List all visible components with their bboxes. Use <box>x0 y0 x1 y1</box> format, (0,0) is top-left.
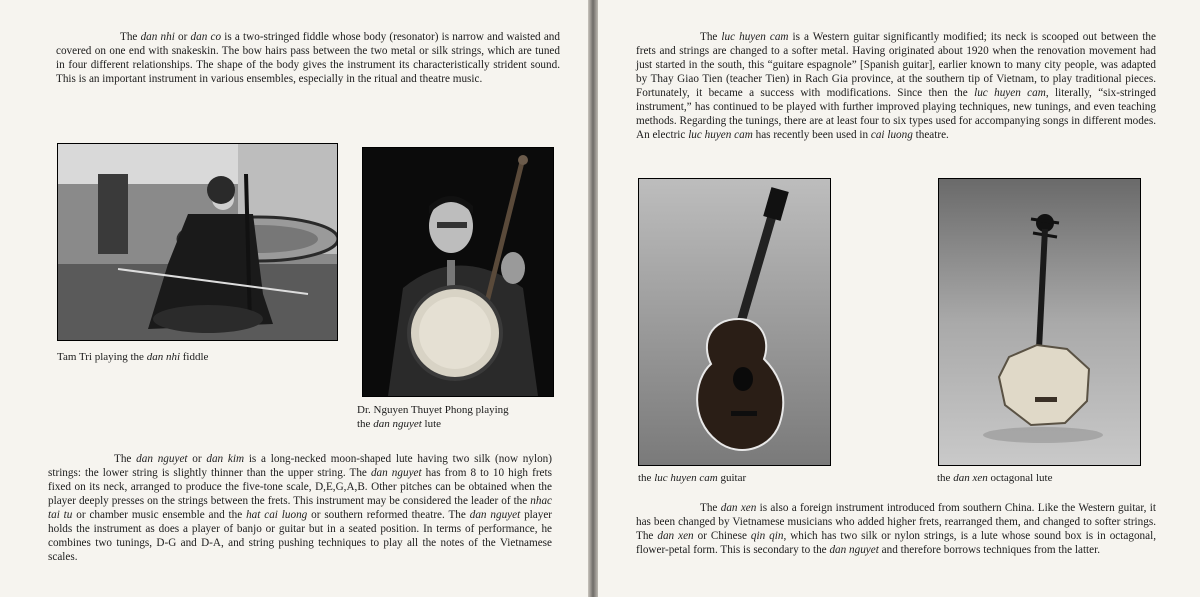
text-run: is a long-necked moon-shaped lute having two silk (now nylon) strings: the lower string is slightly thinner than the upper string. The <box>48 453 552 479</box>
dan-nguyet-paragraph <box>48 452 552 564</box>
italic-term: dan xen <box>657 530 694 542</box>
text-run: is also a foreign instrument introduced from southern China. Like the Western guitar, it has been changed by Vietnamese musicians who added higher frets, rearranged them, and changed to softer strings. The <box>636 502 1156 542</box>
dan-xen-paragraph <box>636 501 1156 557</box>
text-run: , which has two silk or nylon strings, is a lute whose sound box is in octagonal, flower-petal form. This is secondary to the <box>636 530 1156 556</box>
italic-term: dan nhi <box>146 351 180 363</box>
text-run: or <box>174 31 191 43</box>
text-run: has recently been used in <box>752 129 871 141</box>
italic-term: luc huyen cam <box>721 31 789 43</box>
luc-huyen-cam-paragraph <box>636 30 1156 142</box>
italic-term: cai luong <box>870 129 913 141</box>
italic-term: dan nguyet <box>373 418 422 430</box>
left-page <box>0 0 588 597</box>
text-run: player holds the instrument as does a player of banjo or guitar but in a seated position. In terms of performance, he combines two tunings, D-G and D-A, and string pushing techniques to play all the notes of the Vietnamese scales. <box>48 509 553 563</box>
dan-nguyet-caption-line1: Dr. Nguyen Thuyet Phong playing <box>357 404 509 416</box>
text-run: the <box>357 418 374 430</box>
text-run: Tam Tri playing the <box>57 351 147 363</box>
text-run: octagonal lute <box>987 472 1053 484</box>
italic-term: dan nguyet <box>829 544 879 556</box>
text-run: and therefore borrows techniques from the latter. <box>878 544 1101 556</box>
italic-term: dan xen <box>720 502 757 514</box>
fiddle-player-image <box>58 144 337 340</box>
text-run: lute <box>421 418 442 430</box>
italic-term: dan nguyet <box>469 509 521 521</box>
italic-term: qin qin <box>750 530 784 542</box>
text-run: is a two-stringed fiddle whose body (resonator) is narrow and waisted and covered on one end with snakeskin. The bow hairs pass between the two metal or silk strings, which are tuned in four different relationships. The shape of the body gives the instrument its characteristically strident sound. This is an important instrument in various ensembles, especially in the ritual and theatre music. <box>56 31 560 85</box>
dan-nguyet-caption-line2 <box>357 417 441 431</box>
lute-player-image <box>363 148 553 396</box>
italic-term: dan co <box>190 31 222 43</box>
text-run: theatre. <box>912 129 949 141</box>
text-run: guitar <box>717 472 747 484</box>
right-page <box>598 0 1200 597</box>
octagonal-lute-image <box>939 179 1140 465</box>
text-run: or southern reformed theatre. The <box>307 509 470 521</box>
text-run: or <box>187 453 207 465</box>
dan-nhi-paragraph <box>56 30 560 86</box>
italic-term: luc huyen cam <box>654 472 718 484</box>
dan-xen-photo <box>938 178 1141 466</box>
book-gutter <box>588 0 598 597</box>
text-run: or chamber music ensemble and the <box>72 509 247 521</box>
text-run: is a Western guitar significantly modified; its neck is scooped out between the frets and strings are changed to a softer metal. Having originated about 1920 when the renovation movement had just started in the south, this “guitare espagnole” [Spanish guitar], earlier known to many city people, was adapted by Thay Giao Tien (teacher Tien) in Rach Gia province, at the southern tip of Vietnam, to play traditional pieces. Fortunately, it became a success with modifications. Since then the <box>636 31 1156 99</box>
luc-huyen-cam-caption <box>638 471 746 485</box>
dan-nhi-player-photo <box>57 143 338 341</box>
text-run: , literally, “six-stringed instrument,” has continued to be played with further improved playing techniques, new tunings, and even teaching methods. Regarding the tunings, there are at least four to six types used for accompanying songs in different modes. An electric <box>636 87 1156 141</box>
dan-xen-caption <box>937 471 1052 485</box>
guitar-image <box>639 179 830 465</box>
italic-term: hat cai luong <box>246 509 308 521</box>
text-run: fiddle <box>180 351 209 363</box>
italic-term: dan xen <box>953 472 988 484</box>
text-run: or Chinese <box>693 530 751 542</box>
text-run: The <box>120 31 141 43</box>
italic-term: luc huyen cam <box>974 87 1046 99</box>
text-run: The <box>700 502 721 514</box>
luc-huyen-cam-photo <box>638 178 831 466</box>
text-run: has from 8 to 10 high frets fixed on its neck, arranged to produce the five-tone scale, D,E,G,A,B. Other pitches can be obtained when the player deeply presses on the strings between the frets. This instrument may be considered the leader of the <box>48 467 552 507</box>
italic-term: dan kim <box>206 453 245 465</box>
text-run: the <box>638 472 655 484</box>
dan-nhi-photo-caption <box>57 350 208 364</box>
dan-nguyet-player-photo <box>362 147 554 397</box>
text-run: The <box>114 453 137 465</box>
italic-term: dan nguyet <box>370 467 422 479</box>
italic-term: dan nhi <box>140 31 175 43</box>
italic-term: dan nguyet <box>136 453 188 465</box>
italic-term: nhac tai tu <box>48 495 552 521</box>
italic-term: luc huyen cam <box>688 129 753 141</box>
text-run: The <box>700 31 722 43</box>
text-run: the <box>937 472 954 484</box>
